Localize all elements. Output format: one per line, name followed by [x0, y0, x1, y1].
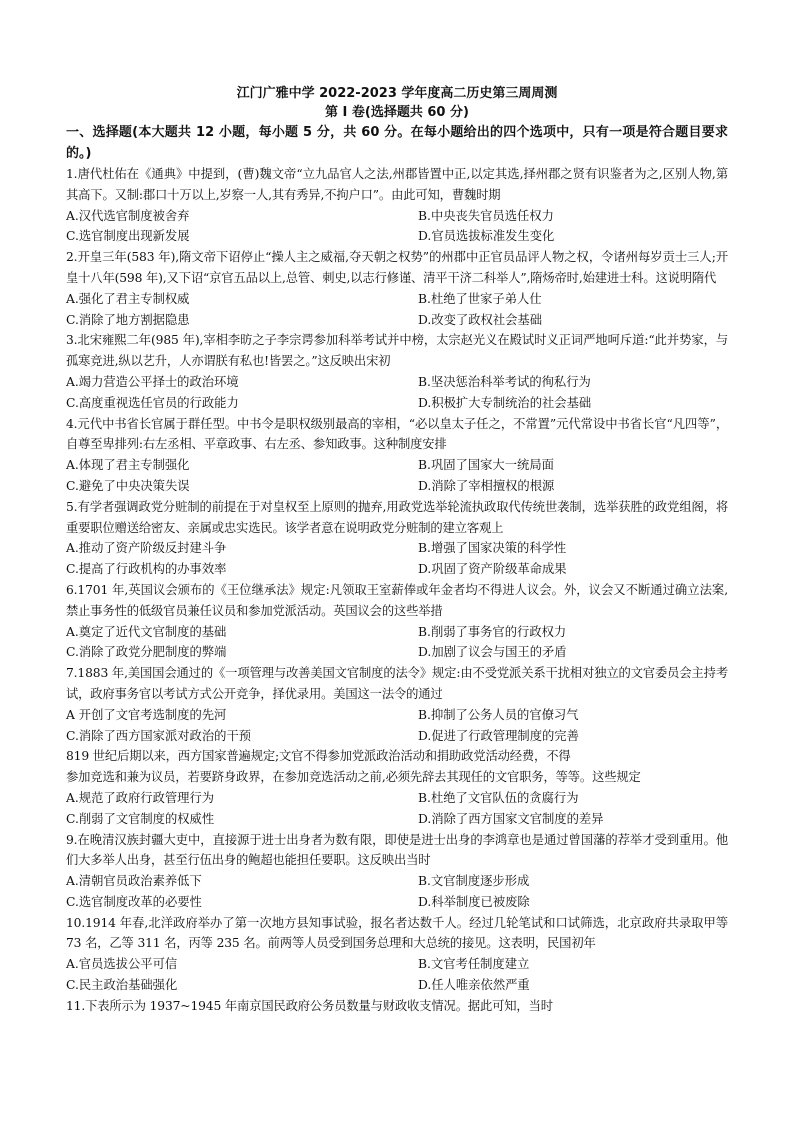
answer-option: A.竭力营造公平择士的政治环境 [66, 374, 239, 389]
question-stem: 10.1914 年春,北洋政府举办了第一次地方县知事试验，报名者达数千人。经过几轮笔试和口试筛选，北京政府共录取甲等 73 名，乙等 311 名，丙等 235 名。前两等人员受到国务总理和大总统的接见。这表明，民国初年 [66, 915, 728, 951]
question-stem: 11.下表所示为 1937~1945 年南京国民政府公务员数量与财政收支情况。据此可知，当时 [66, 998, 553, 1013]
answer-option: D.改变了政权社会基础 [418, 312, 543, 327]
answer-option: D.消除了宰相擅权的根源 [418, 478, 555, 493]
question-options [66, 455, 728, 497]
exam-page [66, 84, 728, 1017]
answer-option: C.消除了西方国家派对政治的干预 [66, 728, 252, 743]
question-stem: 7.1883 年,美国国会通过的《一项管理与改善美国文官制度的法令》规定:由不受党派关系干扰相对独立的文官委员会主持考试，政府事务官以考试方式公开竞争，择优录用。美国这一法令的通过 [66, 666, 728, 701]
question-stem: 2.开皇三年(583 年),隋文帝下诏停止“操人主之威福,夺天朝之权势”的州郡中正官员品评人物之权，令诸州每岁贡士三人;开皇十八年(598 年),又下诏“京官五品以上,总管、刺史,以志行修谨、清平干济二科举人”,隋炀帝时,始建进士科。这说明隋代 [66, 250, 728, 285]
question-options [66, 954, 728, 996]
question-stem: 1.唐代杜佑在《通典》中提到，(曹)魏文帝“立九品官人之法,州郡皆置中正,以定其选,择州郡之贤有识鉴者为之,区别人物,第其高下。又制:郡口十万以上,岁察一人,其有秀异,不拘户口”。由此可知，曹魏时期 [66, 167, 728, 202]
answer-option: B.杜绝了文官队伍的贪腐行为 [418, 790, 579, 805]
answer-option: A.官员选拔公平可信 [66, 957, 178, 972]
question-stem: 6.1701 年,英国议会颁布的《王位继承法》规定:凡领取王室薪俸或年金者均不得进人议会。外，议会又不断通过确立法案,禁止事务性的低级官员兼任议员和参加党派活动。英国议会的这些举措 [66, 582, 728, 618]
answer-option: B.削弱了事务官的行政权力 [418, 624, 567, 639]
exam-title: 江门广雅中学 2022-2023 学年度高二历史第三周周测 [236, 86, 558, 101]
answer-option: C.削弱了文官制度的权威性 [66, 811, 215, 826]
answer-option: D.加剧了议会与国王的矛盾 [418, 645, 567, 660]
question-options [66, 622, 728, 664]
answer-option: D.巩固了资产阶级革命成果 [418, 562, 567, 577]
answer-option: A.体现了君主专制强化 [66, 458, 190, 473]
question-list [66, 164, 728, 1017]
answer-option: D.积极扩大专制统治的社会基础 [418, 395, 592, 410]
question-options [66, 705, 728, 747]
question-options [66, 372, 728, 414]
answer-option: A 开创了文官考选制度的先河 [66, 707, 227, 722]
answer-option: A.奠定了近代文官制度的基础 [66, 624, 227, 639]
question-options [66, 788, 728, 830]
answer-option: B.杜绝了世家子弟人仕 [418, 291, 542, 306]
answer-option: B.增强了国家决策的科学性 [418, 541, 567, 556]
answer-option: C.消除了政党分肥制度的弊端 [66, 645, 227, 660]
question-options [66, 289, 728, 331]
answer-option: D.科举制度已被废除 [418, 894, 530, 909]
answer-option: A.清朝官员政治素养低下 [66, 874, 202, 889]
answer-option: B.抑制了公务人员的官僚习气 [418, 707, 579, 722]
answer-option: A.规范了政府行政管理行为 [66, 790, 215, 805]
section-instructions: 一、选择题(本大题共 12 小题，每小题 5 分，共 60 分。在每小题给出的四个选项中，只有一项是符合题目要求的。) [66, 125, 728, 161]
answer-option: D.任人唯亲依然严重 [418, 978, 530, 993]
answer-option: D.官员选拔标准发生变化 [418, 229, 555, 244]
answer-option: B.巩固了国家大一统局面 [418, 458, 554, 473]
question-stem: 9.在晚清汉族封疆大吏中，直接源于进士出身者为数有限，即使是进士出身的李鸿章也是通过曾国藩的荐举才受到重用。他们大多举人出身，甚至行伍出身的鲍超也能担任要职。这反映出当时 [66, 832, 728, 868]
answer-option: C.选官制度改革的必要性 [66, 894, 202, 909]
answer-option: D.消除了西方国家文官制度的差异 [418, 811, 604, 826]
question-options [66, 206, 728, 248]
answer-option: A.推动了资产阶级反封建斗争 [66, 541, 227, 556]
question-options [66, 538, 728, 580]
section-title: 第 I 卷(选择题共 60 分) [325, 105, 469, 120]
answer-option: C.消除了地方割据隐患 [66, 312, 190, 327]
answer-option: C.提高了行政机构的办事效率 [66, 562, 227, 577]
question-stem: 819 世纪后期以来，西方国家普遍规定;文官不得参加党派政治活动和捐助政党活动经费，不得 参加竞选和兼为议员，若要跻身政界，在参加竞选活动之前,必须先辞去其现任的文官职务，等等。这些规定 [66, 749, 641, 785]
answer-option: D.促进了行政管理制度的完善 [418, 728, 579, 743]
question-stem: 4.元代中书省长官属于群任型。中书令是职权级别最高的宰相，“必以皇太子任之，不常置”元代常设中书省长官“凡四等”，自尊至卑排列:右左丞相、平章政事、右左丞、参知政事。这种制度安排 [66, 416, 728, 452]
answer-option: A.强化了君主专制权威 [66, 291, 190, 306]
answer-option: C.高度重视选任官员的行政能力 [66, 395, 239, 410]
answer-option: C.避免了中央决策失误 [66, 478, 190, 493]
question-stem: 5.有学者强调政党分赃制的前提在于对皇权至上原则的抛弃,用政党选举轮流执政取代传统世袭制，选举获胜的政党组阁，将重要职位赠送给密友、亲属或忠实选民。该学者意在说明政党分赃制的建立客观上 [66, 499, 728, 535]
answer-option: A.汉代选官制度被舍弃 [66, 208, 190, 223]
answer-option: B.文官考任制度建立 [418, 957, 530, 972]
question-options [66, 871, 728, 913]
answer-option: B.坚决惩治科举考试的徇私行为 [418, 374, 591, 389]
answer-option: C.民主政治基础强化 [66, 978, 178, 993]
question-stem: 3.北宋雍熙二年(985 年),宰相李昉之子李宗谔参加科举考试并中榜，太宗赵光义在殿试时义正词严地呵斥道:“此并势家，与孤寒竞进,纵以艺升，人亦谓朕有私也!皆罢之。”这反映出宋初 [66, 333, 728, 369]
answer-option: C.选官制度出现新发展 [66, 229, 190, 244]
answer-option: B.文官制度逐步形成 [418, 874, 530, 889]
answer-option: B.中央丧失官员选任权力 [418, 208, 554, 223]
